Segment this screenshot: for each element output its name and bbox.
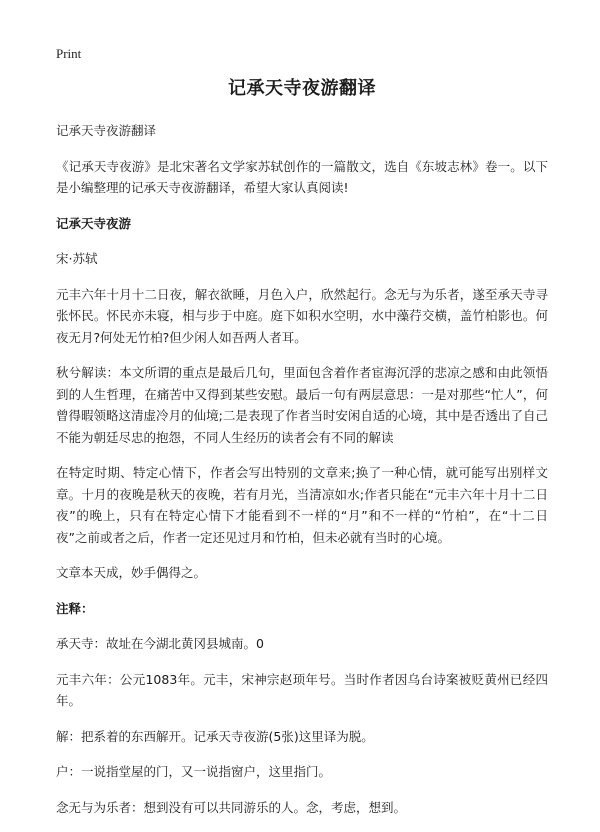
print-link[interactable]: Print bbox=[56, 46, 82, 61]
quote-paragraph: 文章本天成，妙手偶得之。 bbox=[56, 565, 207, 580]
interpretation-paragraph: 秋兮解读：本文所谓的重点是最后几句，里面包含着作者宦海沉浮的悲凉之感和由此领悟到的人生哲理，在痛苦中又得到某些安慰。最后一句有两层意思：一是对那些“忙人”，何曾得暇领略这清虚冷月的仙境;二是表现了作者当时安闲自适的心境，其中是否透出了自己不能为朝廷尽忠的抱怨，不同人生经历的读者会有不同的解读 bbox=[56, 365, 548, 445]
original-text-paragraph: 元丰六年十月十二日夜，解衣欲睡，月色入户，欣然起行。念无与为乐者，遂至承天寺寻张怀民。怀民亦未寝，相与步于中庭。庭下如积水空明，水中藻荇交横，盖竹柏影也。何夜无月?何处无竹柏?但少闲人如吾两人者耳。 bbox=[56, 286, 548, 345]
author-line: 宋·苏轼 bbox=[56, 251, 98, 266]
analysis-paragraph: 在特定时期、特定心情下，作者会写出特别的文章来;换了一种心情，就可能写出别样文章。十月的夜晚是秋天的夜晚，若有月光，当清凉如水;作者只能在“元丰六年十月十二日夜”的晚上，只有在特定心情下才能看到不一样的“月”和不一样的“竹柏”，在“十二日夜”之前或者之后，作者一定还见过月和竹柏，但未必就有当时的心境。 bbox=[56, 465, 548, 545]
article-content bbox=[56, 120, 548, 832]
note-item: 户：一说指堂屋的门，又一说指窗户，这里指门。 bbox=[56, 764, 332, 779]
note-item: 元丰六年：公元1083年。元丰，宋神宗赵顼年号。当时作者因乌台诗案被贬黄州已经四年。 bbox=[56, 671, 548, 708]
note-item: 承天寺：故址在今湖北黄冈县城南。0 bbox=[56, 636, 264, 651]
intro-paragraph: 《记承天寺夜游》是北宋著名文学家苏轼创作的一篇散文，选自《东坡志林》卷一。以下是小编整理的记承天寺夜游翻译，希望大家认真阅读! bbox=[56, 158, 548, 195]
section-heading-original-text: 记承天寺夜游 bbox=[56, 215, 132, 231]
note-item: 解：把系着的东西解开。记承天寺夜游(5张)这里译为脱。 bbox=[56, 728, 374, 744]
section-heading-notes: 注释： bbox=[56, 600, 94, 616]
subtitle-paragraph: 记承天寺夜游翻译 bbox=[56, 123, 157, 138]
note-item: 念无与为乐者：想到没有可以共同游乐的人。念，考虑，想到。 bbox=[56, 799, 407, 815]
page-title: 记承天寺夜游翻译 bbox=[228, 78, 376, 99]
